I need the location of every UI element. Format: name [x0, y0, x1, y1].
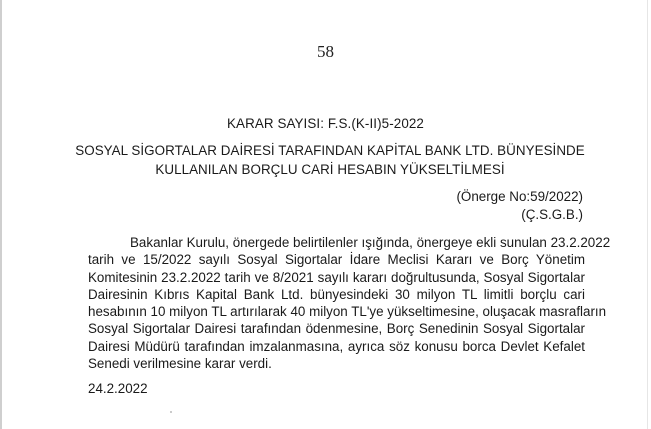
page-number: 58	[317, 42, 334, 61]
title-line: SOSYAL SİGORTALAR DAİRESİ TARAFINDAN KAPİTAL BANK LTD. BÜNYESİNDE	[75, 143, 585, 158]
body-line: Dairesinin Kıbrıs Kapital Bank Ltd. bünyesindeki 30 milyon TL limitli borçlu cari	[88, 286, 585, 302]
decision-body	[88, 234, 611, 372]
proposal-reference	[456, 188, 583, 223]
body-line: Senedi verilmesine karar verdi.	[88, 356, 272, 372]
body-line: Dairesi Müdürü tarafından imzalanmasına, ayrıca söz konusu borca Devlet Kefalet	[88, 338, 585, 354]
decision-title	[75, 141, 585, 179]
body-line: Komitesinin 23.2.2022 tarih ve 8/2021 sayılı kararı doğrultusunda, Sosyal Sigortalar	[88, 269, 585, 285]
body-line: Sosyal Sigortalar Dairesi tarafından ödenmesine, Borç Senedinin Sosyal Sigortalar	[88, 321, 585, 337]
body-line: tarih ve 15/2022 sayılı Sosyal Sigortalar İdare Meclisi Kararı ve Borç Yönetim	[88, 252, 585, 268]
body-line: hesabının 10 milyon TL artırılarak 40 milyon TL'ye yükseltimesine, oluşacak masrafların	[88, 304, 607, 320]
scan-speck	[170, 411, 172, 413]
decision-date: 24.2.2022	[88, 381, 148, 396]
title-line: KULLANILAN BORÇLU CARİ HESABIN YÜKSELTİLMESİ	[155, 162, 505, 177]
proposal-ministry: (Ç.S.G.B.)	[521, 206, 583, 222]
proposal-number: (Önerge No:59/2022)	[456, 189, 583, 204]
body-line: Bakanlar Kurulu, önergede belirtilenler ışığında, önergeye ekli sunulan 23.2.2022	[130, 235, 611, 250]
decision-number: KARAR SAYISI: F.S.(K-II)5-2022	[227, 116, 424, 131]
page-edge-line	[647, 0, 648, 429]
page-edge-shadow	[0, 0, 2, 429]
